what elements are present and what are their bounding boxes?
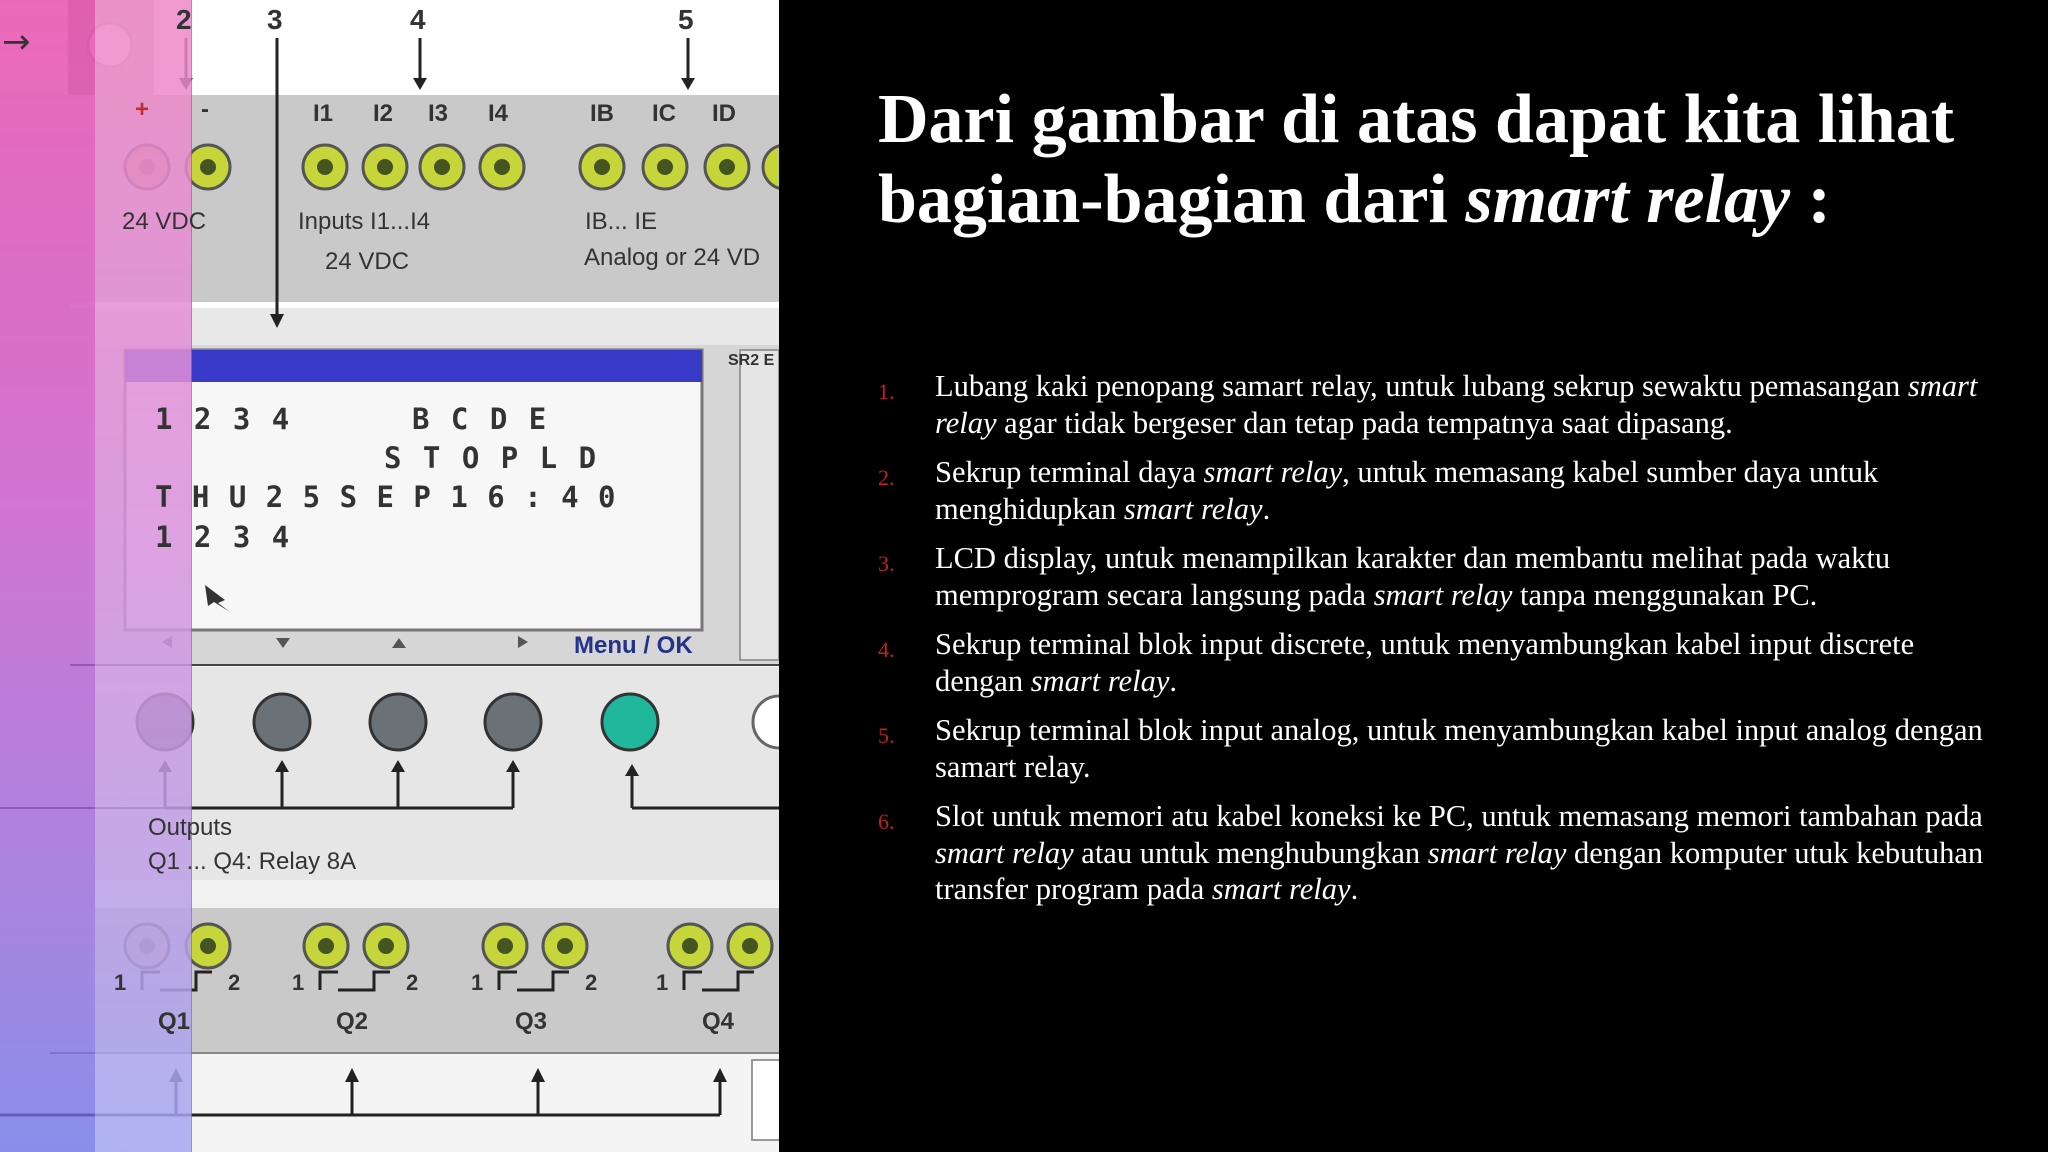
lcd-line: 1 2 3 4 [155,402,292,436]
contact-number: 1 [656,970,669,995]
list-text: Lubang kaki penopang samart relay, untuk lubang sekrup sewaktu pemasangan [935,369,1908,403]
list-text: dengan komputer utuk kebutuhan transfer program pada [935,835,1984,906]
contact-number: 1 [471,970,484,995]
menu-ok-label: Menu / OK [574,632,693,659]
output-name: Q1 [158,1008,191,1035]
list-item [878,712,2008,785]
analog-terminal-label: IC [652,100,676,127]
title-italic: smart relay [1465,161,1791,238]
list-item [878,626,2008,699]
contact-number: 1 [292,970,305,995]
lcd-line: S T O P L D [384,441,599,475]
analog-terminal-label: ID [712,100,736,127]
list-text: Sekrup terminal blok input discrete, untuk menyambungkan kabel input discrete dengan [935,627,1915,698]
list-text: . [1169,663,1177,698]
callout-number: 3 [267,4,283,35]
contact-number: 2 [228,970,241,995]
list-text: LCD display, untuk menampilkan karakter dan membantu melihat pada waktu memprogram secara langsung pada [935,541,1891,612]
list-text-italic: smart relay [1211,872,1351,906]
lcd-line: 1 2 3 4 [155,520,292,554]
outputs-rating-label: Q1 ... Q4: Relay 8A [148,848,357,875]
title-line-2: bagian-bagian dari [878,161,1466,238]
list-text: , untuk memasang kabel sumber daya untuk menghidupkan [935,455,1879,526]
list-number: 1. [878,379,895,404]
input-terminal-label: I3 [428,100,449,127]
analog-voltage-label: Analog or 24 VD [584,244,761,271]
list-text: tanpa menggunakan PC. [1512,577,1818,612]
analog-terminal-label: IB [590,100,614,127]
contact-number: 2 [406,970,419,995]
gradient-overlay-light [95,0,191,1152]
list-number: 5. [878,723,895,748]
key-down [254,694,310,750]
slide-title [878,80,2008,240]
callout-number: 5 [678,4,694,35]
list-text-italic: smart relay [1373,577,1513,612]
list-text: Sekrup terminal daya [935,455,1204,489]
output-name: Q3 [515,1008,548,1035]
output-name: Q2 [336,1008,369,1035]
input-terminal-label: I2 [373,100,394,127]
power-terminal-label: - [201,96,209,123]
entry-arrow-icon: → [2,22,31,62]
list-number: 2. [878,465,895,490]
list-text: . [1350,872,1359,906]
power-label: 24 VDC [122,208,207,235]
contact-number: 1 [114,970,127,995]
outputs-label: Outputs [148,814,233,841]
slide-content [878,80,2008,906]
list-number: 3. [878,551,895,576]
list-text: atau untuk menghubungkan [1073,835,1428,870]
analog-label: IB... IE [585,208,658,235]
callout-number: 4 [410,4,426,35]
list-text-italic: smart relay [935,369,1978,440]
list-number: 4. [878,637,895,662]
list-item [878,368,2008,441]
title-line-1: Dari gambar di atas dapat kita lihat [878,81,1955,158]
input-terminal-label: I4 [488,100,509,127]
lcd-line: T H U 2 5 S E P 1 6 : 4 0 [155,480,617,514]
lcd-line: B C D E [412,402,549,436]
key-menu-ok [602,694,658,750]
title-colon: : [1790,161,1831,238]
list-number: 6. [878,809,895,834]
list-text-italic: smart relay [935,835,1074,870]
list-text-italic: smart relay [1123,491,1263,526]
parts-list [878,368,2008,921]
key-up [370,694,426,750]
callout-number: 2 [176,4,192,35]
list-text-italic: smart relay [1203,455,1343,489]
inputs-voltage-label: 24 VDC [325,248,410,275]
power-terminal-label: + [135,96,150,123]
list-item [878,798,2008,908]
list-text-italic: smart relay [1030,663,1170,698]
list-text: Sekrup terminal blok input analog, untuk menyambungkan kabel input analog dengan samart relay. [935,713,1983,784]
output-name: Q4 [702,1008,735,1035]
model-label: SR2 E [728,352,775,369]
list-text: agar tidak bergeser dan tetap pada tempatnya saat dipasang. [996,405,1733,440]
list-text-italic: smart relay [1427,835,1567,870]
list-text: Slot untuk memori atu kabel koneksi ke PC, untuk memasang memori tambahan pada [935,799,1983,833]
contact-number: 2 [585,970,598,995]
input-terminal-label: I1 [313,100,334,127]
key-right [485,694,541,750]
inputs-label: Inputs I1...I4 [298,208,431,235]
smart-relay-figure [0,0,779,1152]
list-text: . [1262,491,1271,526]
list-item [878,454,2008,527]
list-item [878,540,2008,613]
